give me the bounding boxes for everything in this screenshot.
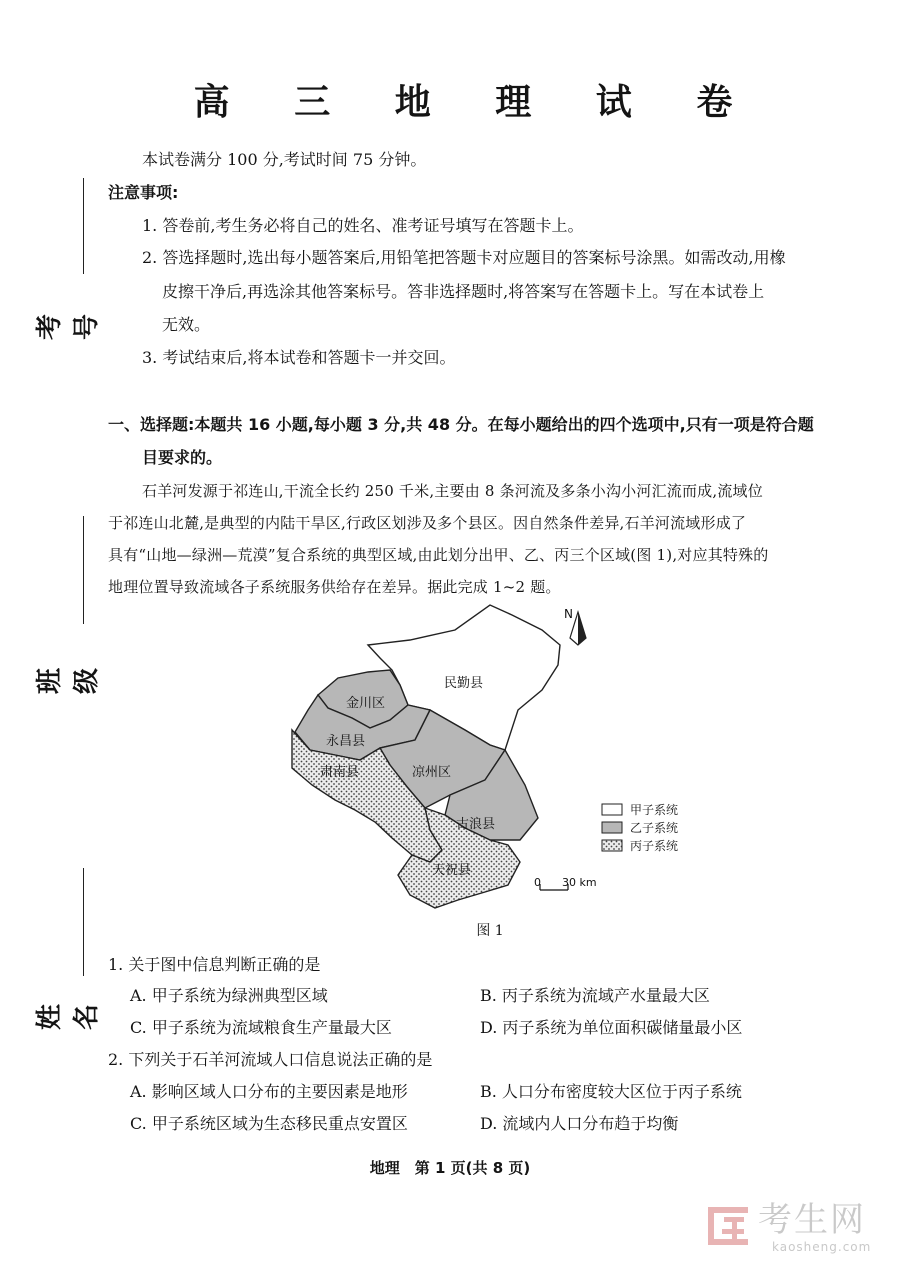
notice-item-2-line-1: 2. 答选择题时,选出每小题答案后,用铅笔把答题卡对应题目的答案标号涂黑。如需改动,用橡 [142, 248, 786, 267]
exam-no-line [83, 178, 84, 274]
label-sunan: 肃南县 [320, 765, 360, 780]
q1-option-c: C. 甲子系统为流域粮食生产量最大区 [130, 1018, 392, 1037]
north-label: N [564, 607, 573, 621]
name-label: 姓名 [35, 1004, 102, 1031]
class-line [83, 516, 84, 624]
label-minqin: 民勤县 [444, 676, 484, 691]
passage-line-1: 石羊河发源于祁连山,干流全长约 250 千米,主要由 8 条河流及多条小沟小河汇流而成,流域位 [142, 482, 763, 500]
q2-option-b: B. 人口分布密度较大区位于丙子系统 [480, 1082, 742, 1101]
notice-item-2-line-2: 皮擦干净后,再选涂其他答案标号。答非选择题时,将答案写在答题卡上。写在本试卷上 [162, 282, 765, 301]
q1-option-b: B. 丙子系统为流域产水量最大区 [480, 986, 710, 1005]
label-tianzhu: 天祝县 [432, 863, 472, 878]
figure-1-map [280, 600, 700, 920]
notice-item-3: 3. 考试结束后,将本试卷和答题卡一并交回。 [142, 348, 456, 367]
legend-label-bing: 丙子系统 [630, 839, 679, 853]
label-gulang: 古浪县 [456, 817, 496, 832]
watermark-logo-icon [706, 1203, 752, 1249]
notice-heading: 注意事项: [108, 183, 179, 202]
scale-zero: 0 [534, 876, 541, 889]
class-label: 班级 [35, 668, 102, 695]
figure-caption: 图 1 [476, 923, 504, 939]
legend-swatch-jia [602, 804, 622, 815]
legend-label-yi: 乙子系统 [630, 821, 679, 835]
q2-option-d: D. 流域内人口分布趋于均衡 [480, 1114, 679, 1133]
legend-swatch-yi [602, 822, 622, 833]
section-1-heading-line-1: 一、选择题:本题共 16 小题,每小题 3 分,共 48 分。在每小题给出的四个选项中,只有一项是符合题 [108, 415, 814, 434]
intro-text: 本试卷满分 100 分,考试时间 75 分钟。 [142, 150, 427, 169]
legend-swatch-bing [602, 840, 622, 851]
section-1-heading-line-2: 目要求的。 [142, 448, 223, 467]
passage-line-4: 地理位置导致流域各子系统服务供给存在差异。据此完成 1~2 题。 [108, 578, 561, 596]
label-jinchuan: 金川区 [346, 696, 386, 711]
label-liangzhou: 凉州区 [412, 765, 452, 780]
page-footer: 地理 第 1 页(共 8 页) [369, 1159, 531, 1177]
q1-option-d: D. 丙子系统为单位面积碳储量最小区 [480, 1018, 743, 1037]
q2-stem: 2. 下列关于石羊河流域人口信息说法正确的是 [108, 1050, 433, 1069]
q2-option-a: A. 影响区域人口分布的主要因素是地形 [130, 1082, 408, 1101]
page-title: 高 三 地 理 试 卷 [193, 82, 759, 123]
notice-item-1: 1. 答卷前,考生务必将自己的姓名、准考证号填写在答题卡上。 [142, 216, 584, 235]
q2-option-c: C. 甲子系统区域为生态移民重点安置区 [130, 1114, 408, 1133]
exam-no-label: 考号 [35, 314, 102, 341]
legend-label-jia: 甲子系统 [630, 803, 679, 817]
notice-item-2-line-3: 无效。 [162, 315, 211, 334]
passage-line-3: 具有“山地—绿洲—荒漠”复合系统的典型区域,由此划分出甲、乙、丙三个区域(图 1),对应其特殊的 [108, 546, 769, 564]
watermark-brand: 考生网 [758, 1200, 866, 1240]
scale-label: 30 km [562, 876, 597, 889]
q1-option-a: A. 甲子系统为绿洲典型区域 [130, 986, 328, 1005]
watermark-url: kaosheng.com [772, 1240, 872, 1254]
label-yongchang: 永昌县 [326, 734, 366, 749]
q1-stem: 1. 关于图中信息判断正确的是 [108, 955, 321, 974]
passage-line-2: 于祁连山北麓,是典型的内陆干旱区,行政区划涉及多个县区。因自然条件差异,石羊河流域形成了 [108, 514, 747, 532]
